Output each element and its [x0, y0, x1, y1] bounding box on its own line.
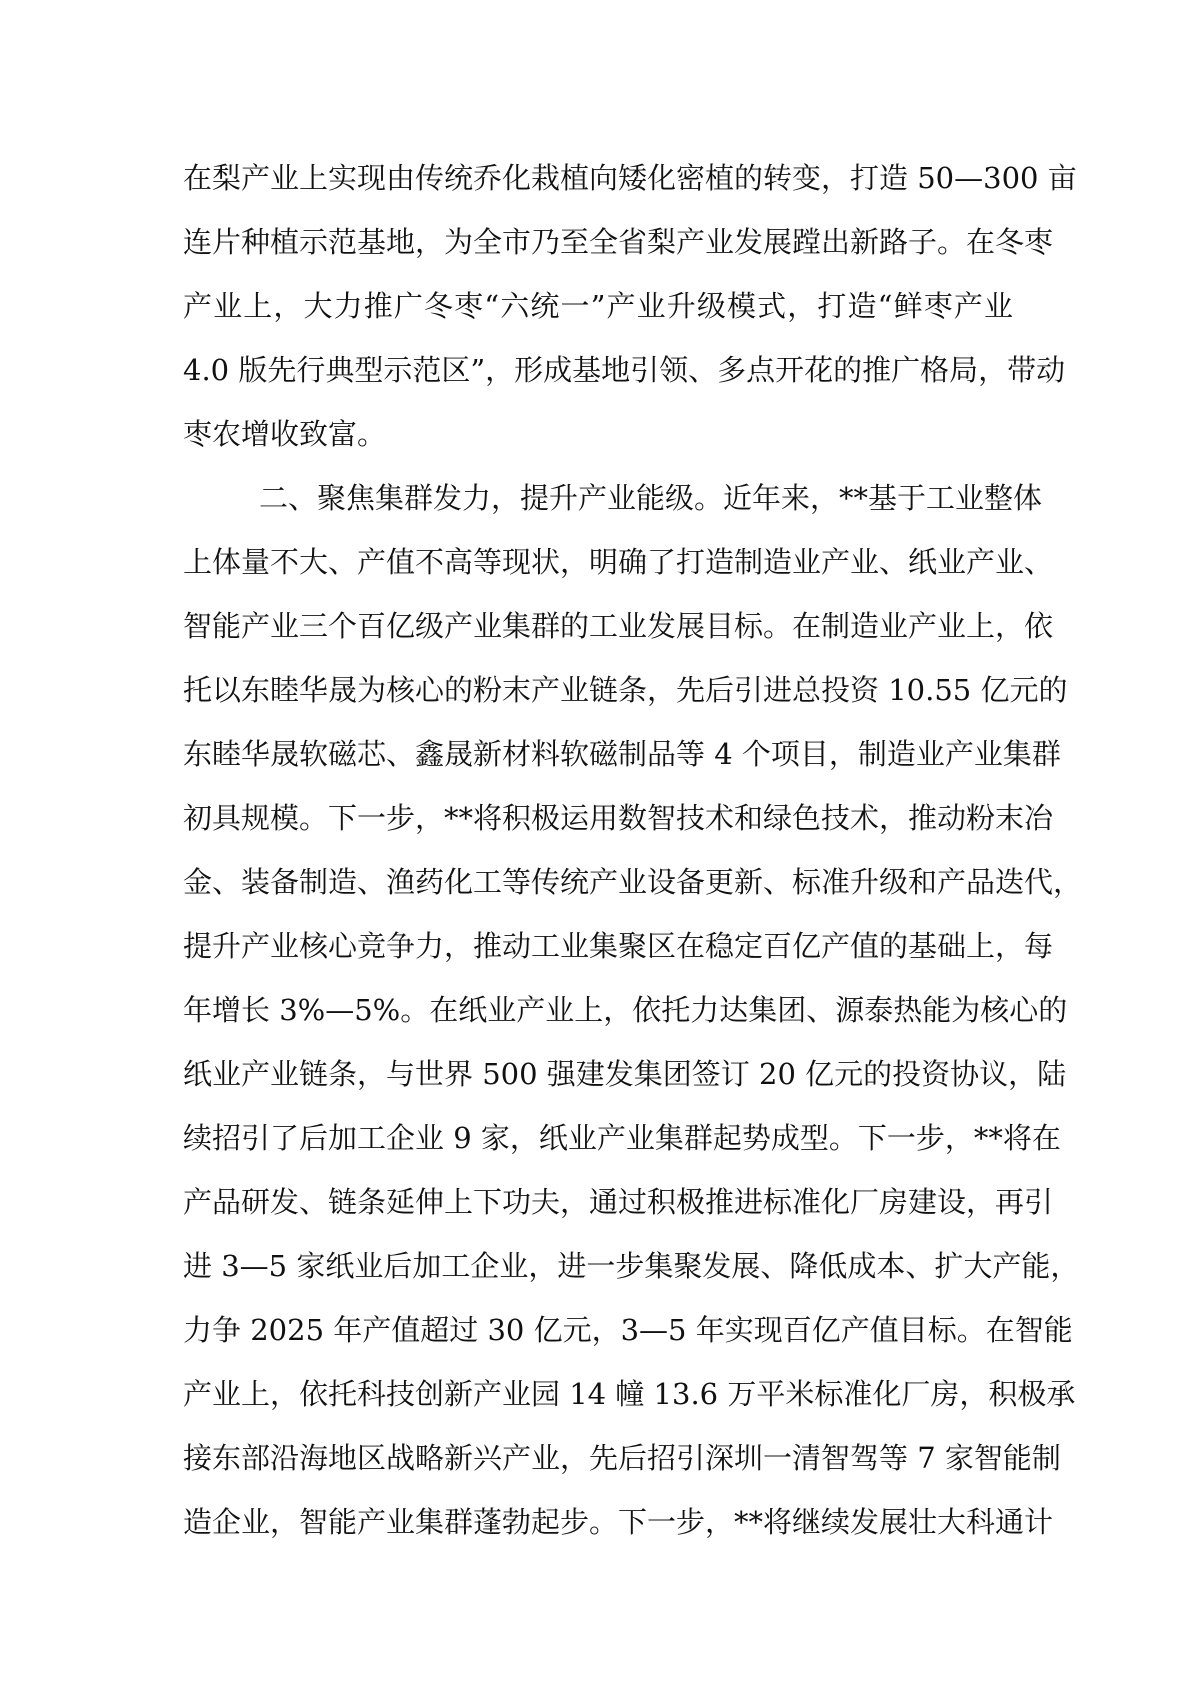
text-line: 接东部沿海地区战略新兴产业，先后招引深圳一清智驾等 7 家智能制 — [183, 1441, 1061, 1475]
paragraph-2 — [183, 466, 1083, 1554]
text-line: 造企业，智能产业集群蓬勃起步。下一步，**将继续发展壮大科通计 — [183, 1505, 1054, 1539]
text-line: 提升产业核心竞争力，推动工业集聚区在稳定百亿产值的基础上，每 — [183, 929, 1054, 963]
text-line: 纸业产业链条，与世界 500 强建发集团签订 20 亿元的投资协议，陆 — [183, 1057, 1067, 1091]
text-line: 金、装备制造、渔药化工等传统产业设备更新、标准升级和产品迭代， — [183, 865, 1083, 899]
text-line: 枣农增收致富。 — [183, 417, 387, 451]
text-line: 年增长 3%—5%。在纸业产业上，依托力达集团、源泰热能为核心的 — [183, 993, 1068, 1027]
text-line: 力争 2025 年产值超过 30 亿元，3—5 年实现百亿产值目标。在智能 — [183, 1313, 1073, 1347]
text-line: 二、聚焦集群发力，提升产业能级。近年来，**基于工业整体 — [259, 481, 1043, 515]
text-line: 初具规模。下一步，**将积极运用数智技术和绿色技术，推动粉末冶 — [183, 801, 1054, 835]
text-line: 智能产业三个百亿级产业集群的工业发展目标。在制造业产业上，依 — [183, 609, 1054, 643]
text-line: 续招引了后加工企业 9 家，纸业产业集群起势成型。下一步，**将在 — [183, 1121, 1061, 1155]
text-line: 上体量不大、产值不高等现状，明确了打造制造业产业、纸业产业、 — [183, 545, 1054, 579]
paragraph-1 — [183, 146, 1077, 466]
text-line: 4.0 版先行典型示范区”，形成基地引领、多点开花的推广格局，带动 — [183, 353, 1066, 387]
text-line: 产业上，依托科技创新产业园 14 幢 13.6 万平米标准化厂房，积极承 — [183, 1377, 1076, 1411]
text-line: 进 3—5 家纸业后加工企业，进一步集聚发展、降低成本、扩大产能， — [183, 1249, 1080, 1283]
text-line: 连片种植示范基地，为全市乃至全省梨产业发展蹚出新路子。在冬枣 — [183, 225, 1054, 259]
text-line: 托以东睦华晟为核心的粉末产业链条，先后引进总投资 10.55 亿元的 — [183, 673, 1068, 707]
text-line: 在梨产业上实现由传统乔化栽植向矮化密植的转变，打造 50—300 亩 — [183, 161, 1077, 195]
text-line: 产业上，大力推广冬枣“六统一”产业升级模式，打造“鲜枣产业 — [183, 289, 1013, 323]
text-line: 产品研发、链条延伸上下功夫，通过积极推进标准化厂房建设，再引 — [183, 1185, 1054, 1219]
text-line: 东睦华晟软磁芯、鑫晟新材料软磁制品等 4 个项目，制造业产业集群 — [183, 737, 1061, 771]
